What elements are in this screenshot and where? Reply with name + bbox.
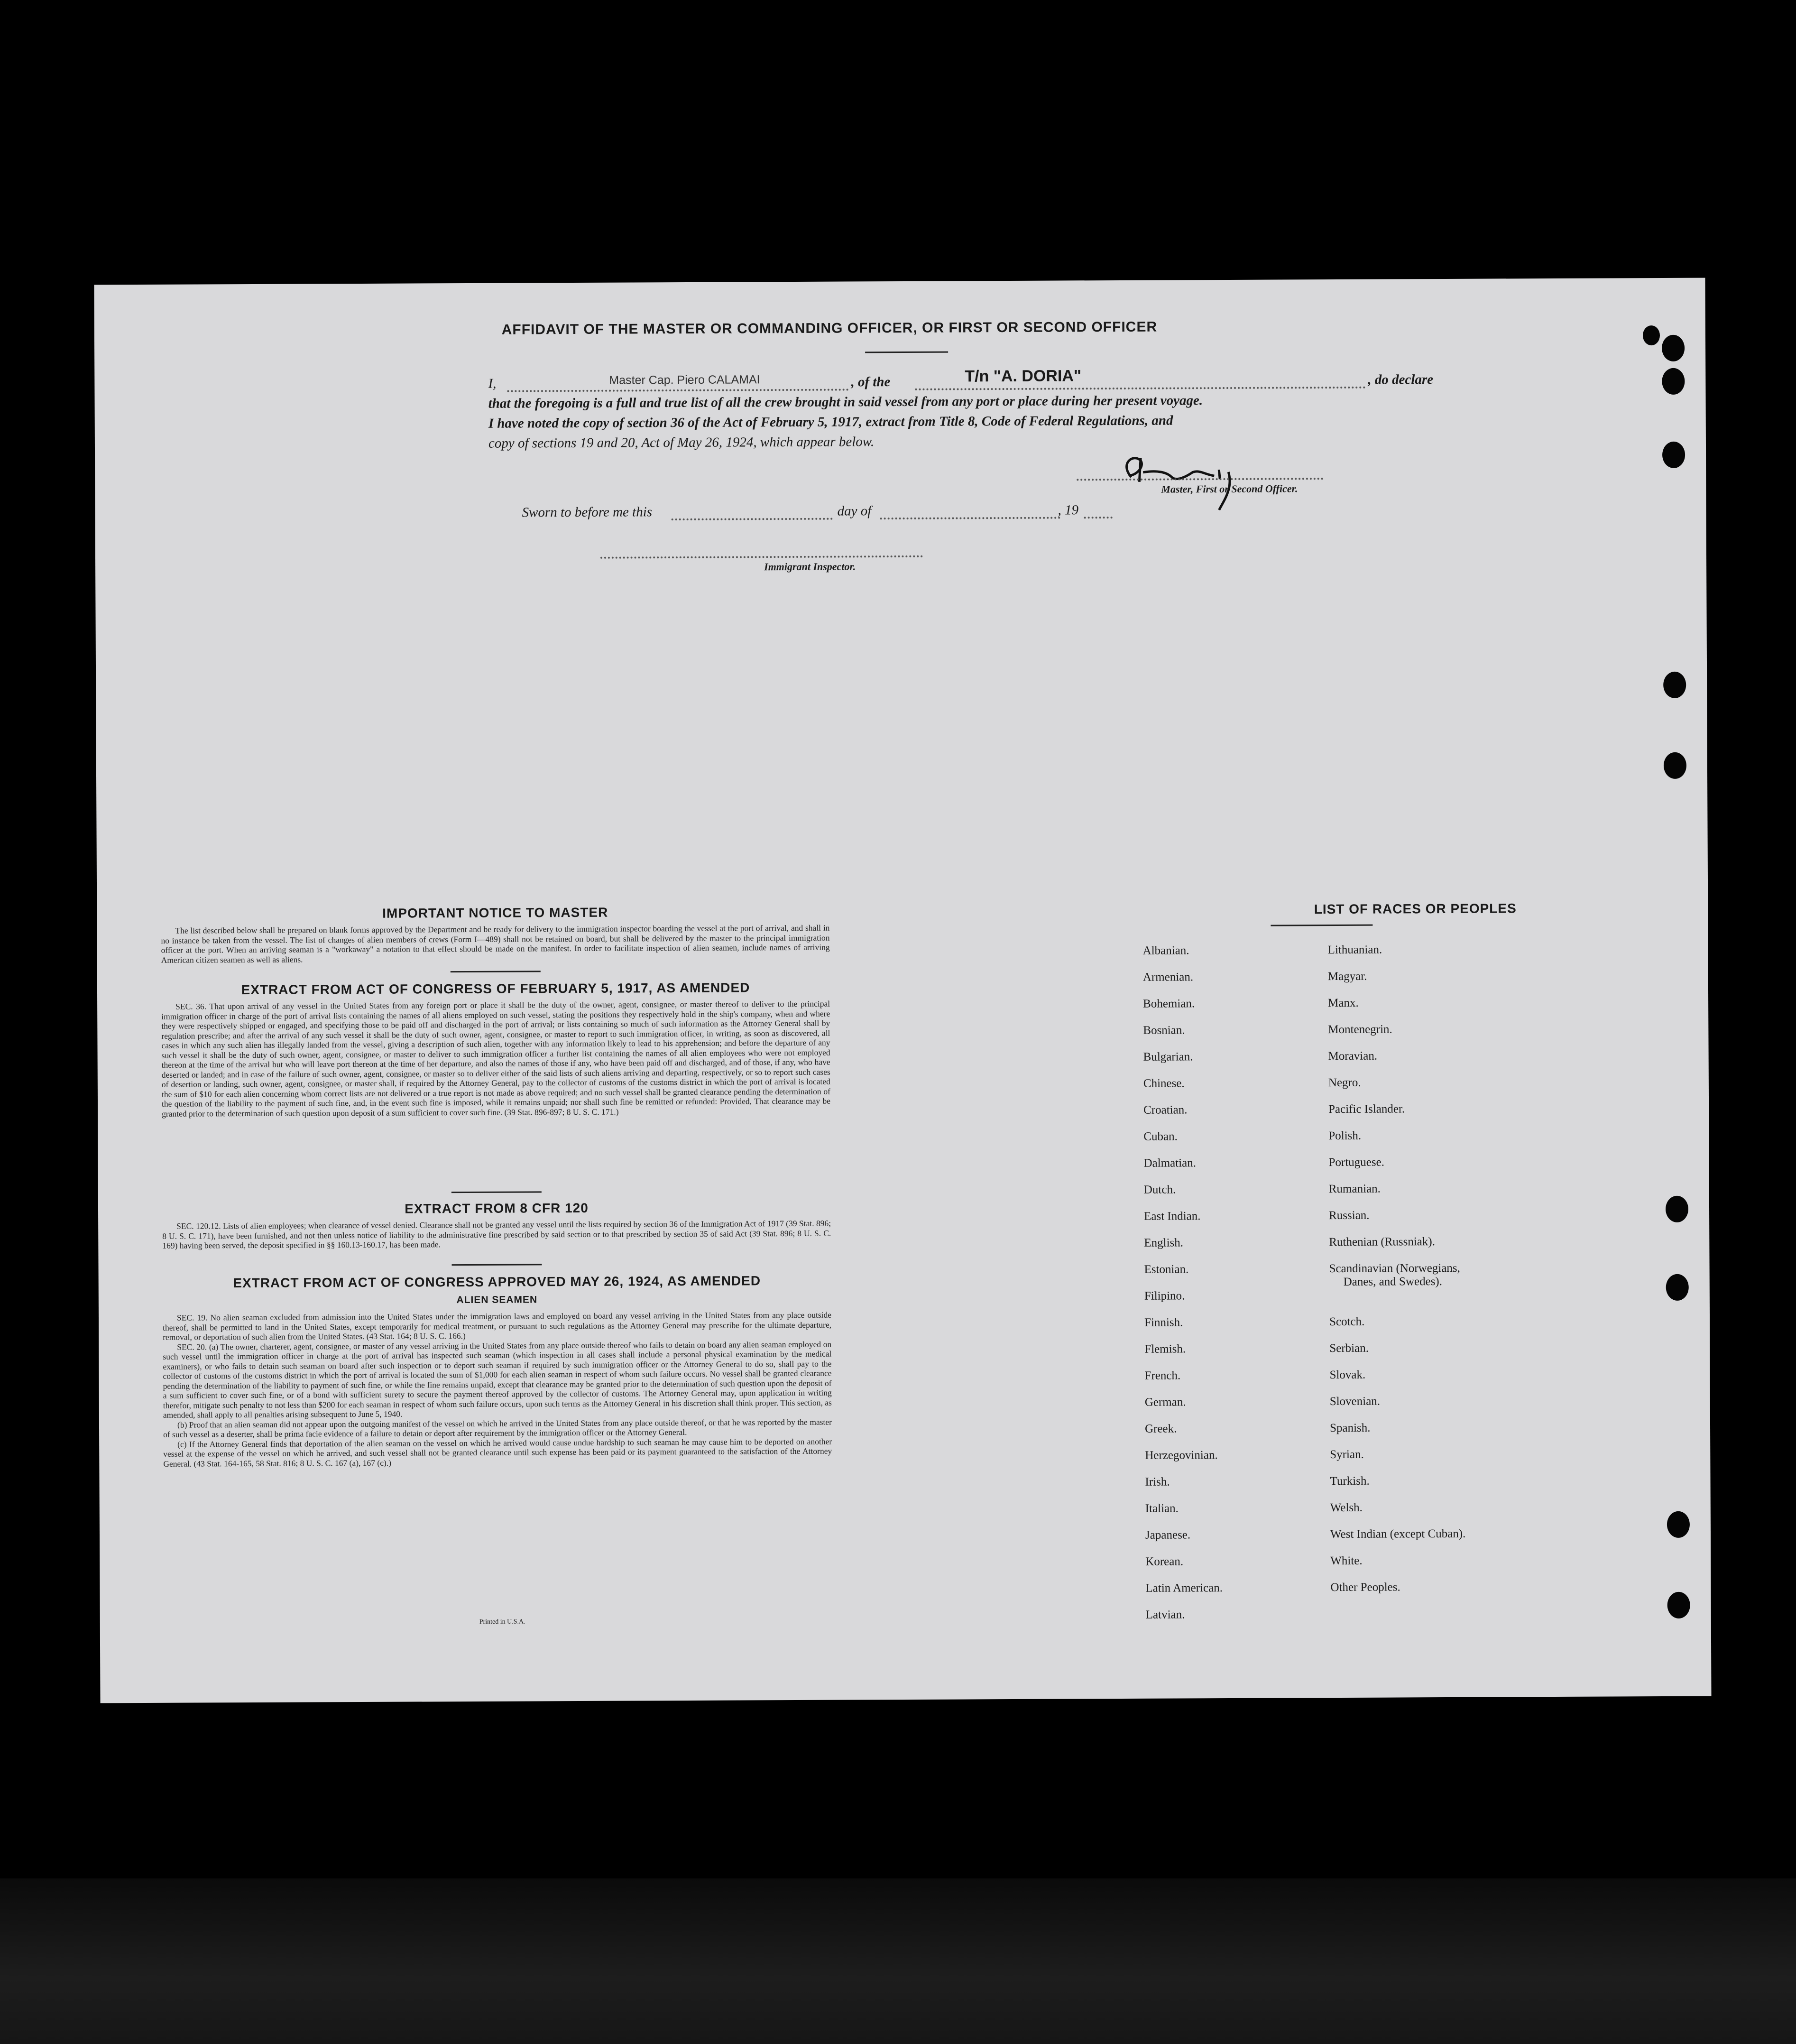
sec-20b-paragraph: (b) Proof that an alien seaman did not appear upon the outgoing manifest of the vessel on which he arrived in the United States from any place outside thereof, or that he was reported by the master of such vessel as a deserter, shall be prima facie evidence of a failure to detain or deport after requirement by the immigration officer or the Attorney General. xyxy=(163,1417,832,1439)
race-item: Armenian. xyxy=(1142,971,1194,984)
race-item: Italian. xyxy=(1145,1502,1179,1515)
race-item: Cuban. xyxy=(1143,1130,1178,1143)
year-prefix: , 19 xyxy=(1058,502,1079,518)
notice-paragraph: The list described below shall be prepared on blank forms approved by the Department and be ready for delivery to the immigration inspector boarding the vessel at the port of arrival, and shall in no instance be taken from the vessel. The list of changes of alien members of crews (Form I—489) shall not be retained on board, but shall be delivered by the master to the principal immigration officer at the port. When an arriving seaman is a "workaway" a notation to that effect should be made on the manifest. In order to facilitate inspection of alien seamen, include names of arriving American citizen seamen as well as aliens. xyxy=(161,923,830,965)
race-item: Scotch. xyxy=(1329,1315,1365,1329)
race-item: Negro. xyxy=(1328,1076,1361,1090)
race-item: Montenegrin. xyxy=(1328,1023,1392,1036)
race-item: Bohemian. xyxy=(1143,997,1195,1010)
section-rule xyxy=(451,971,541,972)
extract-1924-subtitle: ALIEN SEAMEN xyxy=(456,1294,538,1306)
binder-hole xyxy=(1662,368,1685,395)
race-item: Slovenian. xyxy=(1329,1395,1381,1408)
races-column-2 xyxy=(94,278,1705,285)
race-item: Herzegovinian. xyxy=(1145,1449,1218,1462)
extract-1924-text xyxy=(163,1310,832,1469)
race-item: Japanese. xyxy=(1145,1528,1191,1542)
races-title-rule xyxy=(1271,925,1372,926)
race-item: Danes, and Swedes). xyxy=(1343,1275,1443,1288)
race-item: Portuguese. xyxy=(1328,1156,1385,1169)
binder-hole xyxy=(1667,1592,1690,1619)
race-item: Korean. xyxy=(1145,1555,1184,1568)
of-the-label: , of the xyxy=(851,374,891,390)
day-of-label: day of xyxy=(837,503,872,519)
race-item: East Indian. xyxy=(1144,1210,1201,1223)
race-item: English. xyxy=(1144,1236,1184,1249)
races-title: LIST OF RACES OR PEOPLES xyxy=(1314,901,1517,917)
vessel-field[interactable] xyxy=(915,387,1365,390)
race-item: Chinese. xyxy=(1143,1077,1185,1090)
sworn-day-field[interactable] xyxy=(672,518,833,520)
race-item: Pacific Islander. xyxy=(1328,1102,1405,1116)
section-rule xyxy=(451,1191,542,1193)
i-label: I, xyxy=(488,376,497,391)
sworn-label: Sworn to before me this xyxy=(522,504,653,520)
printed-in-usa: Printed in U.S.A. xyxy=(479,1618,525,1626)
race-item: Turkish. xyxy=(1330,1474,1370,1488)
sworn-month-field[interactable] xyxy=(880,517,1060,520)
race-item: German. xyxy=(1144,1396,1186,1409)
race-item: Flemish. xyxy=(1144,1342,1186,1356)
affidavit-line-1 xyxy=(488,376,496,392)
race-item: Latin American. xyxy=(1145,1582,1223,1595)
extract-cfr-title: EXTRACT FROM 8 CFR 120 xyxy=(405,1200,589,1216)
do-declare-label: , do declare xyxy=(1368,372,1434,388)
race-item: Bulgarian. xyxy=(1143,1050,1193,1064)
title-rule xyxy=(865,351,948,353)
binder-hole xyxy=(1664,752,1686,779)
race-item: White. xyxy=(1330,1554,1363,1568)
sworn-year-field[interactable] xyxy=(1084,517,1113,518)
race-item: Irish. xyxy=(1145,1475,1170,1489)
binder-hole xyxy=(1662,442,1685,468)
extract-cfr-text xyxy=(162,1219,831,1251)
extract-1924-title: EXTRACT FROM ACT OF CONGRESS APPROVED MAY 26, 1924, AS AMENDED xyxy=(233,1273,761,1291)
master-name: Master Cap. Piero CALAMAI xyxy=(609,373,760,387)
race-item: Moravian. xyxy=(1328,1049,1378,1063)
race-item: Filipino. xyxy=(1144,1289,1185,1303)
race-item: Scandinavian (Norwegians, xyxy=(1329,1261,1460,1276)
extract-1917-text xyxy=(161,999,830,1119)
scanner-background xyxy=(0,1878,1796,2044)
binder-hole xyxy=(1663,672,1686,698)
race-item: Ruthenian (Russniak). xyxy=(1329,1235,1435,1249)
notice-title: IMPORTANT NOTICE TO MASTER xyxy=(382,905,608,921)
inspector-signature-field[interactable] xyxy=(600,555,923,559)
extract-1917-title: EXTRACT FROM ACT OF CONGRESS OF FEBRUARY 5, 1917, AS AMENDED xyxy=(241,980,750,998)
vessel-name: T/n "A. DORIA" xyxy=(965,367,1082,386)
binder-hole xyxy=(1666,1274,1689,1301)
signature-caption: Master, First or Second Officer. xyxy=(1161,482,1298,495)
notice-text xyxy=(161,923,829,965)
race-item: Manx. xyxy=(1328,996,1359,1010)
race-item: Lithuanian. xyxy=(1327,943,1382,957)
sec-20c-paragraph: (c) If the Attorney General finds that deportation of the alien seaman on the vessel on which he arrived would cause undue hardship to such seaman he may cause him to be deported on another vessel at the expense of the vessel on which he arrived, and such vessel shall not be granted clearance until such expense has been paid or its payment guaranteed to the satisfaction of the Attorney General. (43 Stat. 164-165, 58 Stat. 816; 8 U. S. C. 167 (a), 167 (c).) xyxy=(163,1436,832,1469)
race-item: West Indian (except Cuban). xyxy=(1330,1527,1466,1541)
race-item: Magyar. xyxy=(1327,970,1367,983)
affidavit-line-2: that the foregoing is a full and true list of all the crew brought in said vessel from any port or place during her present voyage. xyxy=(488,393,1203,411)
sec-20a-paragraph: SEC. 20. (a) The owner, charterer, agent, consignee, or master of any vessel arriving in the United States from any place outside thereof who fails to detain on board any alien seaman employed on such vessel until the immigration officer in charge at the port of arrival has inspected such seaman (which inspection in all cases shall include a personal physical examination by the medical examiners), or who fails to detain such seaman on board after such inspection or to deport such seaman if required by such immigration officer or the Attorney General to do so, shall pay to the collector of customs of the customs district in which the port of arrival is located the sum of $1,000 for each alien seaman in respect of whom such failure occurs. No vessel shall be granted clearance pending the determination of the liability to payment of such fine, or while the fine remains unpaid, except that clearance may be granted prior to the determination of such question upon the deposit of a sum sufficient to cover such fine, or of a bond with sufficient surety to secure the payment thereof approved by the collector of customs. The Attorney General may, upon application in writing therefor, mitigate such penalty to not less than $200 for each seaman in respect of whom such failure occurs, upon such terms as the Attorney General in his discretion shall think proper. This section, as amended, shall apply to all penalties arising subsequent to June 5, 1940. xyxy=(163,1339,832,1420)
race-item: Russian. xyxy=(1329,1209,1370,1222)
binder-hole xyxy=(1643,325,1660,345)
master-name-field[interactable] xyxy=(507,388,848,392)
race-item: Spanish. xyxy=(1329,1421,1371,1435)
race-item: Syrian. xyxy=(1330,1448,1364,1461)
section-rule xyxy=(452,1264,542,1266)
race-item: Bosnian. xyxy=(1143,1024,1185,1037)
race-item: Slovak. xyxy=(1329,1368,1366,1382)
binder-hole xyxy=(1667,1511,1690,1538)
races-column-1 xyxy=(94,278,1705,285)
race-item: Serbian. xyxy=(1329,1341,1369,1355)
race-item: Estonian. xyxy=(1144,1263,1189,1276)
inspector-caption: Immigrant Inspector. xyxy=(764,560,856,573)
affidavit-line-3: I have noted the copy of section 36 of the Act of February 5, 1917, extract from Title 8, Code of Federal Regulations, and xyxy=(488,413,1173,431)
race-item: Polish. xyxy=(1328,1129,1362,1143)
race-item: Latvian. xyxy=(1145,1608,1185,1621)
race-item: Rumanian. xyxy=(1328,1182,1381,1196)
race-item: Greek. xyxy=(1144,1422,1177,1435)
race-item: Croatian. xyxy=(1143,1103,1188,1117)
affidavit-title: AFFIDAVIT OF THE MASTER OR COMMANDING OFFICER, OR FIRST OR SECOND OFFICER xyxy=(501,319,1158,338)
extract-1917-paragraph: SEC. 36. That upon arrival of any vessel in the United States from any foreign port or place it shall be the duty of the owner, agent, consignee, or master thereof to deliver to the principal immigration officer in charge of the port of arrival lists containing the names of all aliens employed on such vessel, stating the positions they respectively hold in the ship's company, when and where they were respectively shipped or engaged, and specifying those to be paid off and discharged in the port of arrival; or lists containing so much of such information as the Attorney General shall by regulation prescribe; and after the arrival of any such vessel it shall be the duty of such owner, agent, consignee, or master to report to such immigration officer, in writing, as soon as discovered, all cases in which any such alien has illegally landed from the vessel, giving a description of such alien, together with any information likely to lead to his apprehension; and before the departure of any such vessel it shall be the duty of such owner, agent, consignee, or master to deliver to such immigration officer a further list containing the names of all alien employees who were not employed thereon at the time of the arrival but who will leave port thereon at the time of her departure, and also the names of those if any, who have been paid off and discharged, and of those, if any, who have deserted or landed; and in case of the failure of such owner, agent, consignee, or master so to deliver either of the said lists of such aliens arriving and departing, respectively, or so to report such cases of desertion or landing, such owner, agent, consignee, or master shall, if required by the Attorney General, pay to the collector of customs of the customs district in which the port of arrival is located the sum of $10 for each alien concerning whom correct lists are not delivered or a true report is not made as above required; and no such vessel shall be granted clearance pending the determination of the question of the liability to the payment of such fine, and, in the event such fine is imposed, while it remains unpaid; nor shall such fine be remitted or refunded: Provided, That clearance may be granted prior to the determination of such question upon deposit of a sum sufficient to cover such fine. (39 Stat. 896-897; 8 U. S. C. 171.) xyxy=(161,999,831,1119)
affidavit-line-4: copy of sections 19 and 20, Act of May 26, 1924, which appear below. xyxy=(488,434,875,451)
extract-cfr-paragraph: SEC. 120.12. Lists of alien employees; when clearance of vessel denied. Clearance shall not be granted any vessel until the lists required by section 36 of the Immigration Act of 1917 (39 Stat. 896; 8 U. S. C. 171), have been furnished, and not then unless notice of liability to the administrative fine prescribed by said section or to that prescribed by section 35 of said Act (39 Stat. 896; 8 U. S. C. 169) having been served, the deposit specified in §§ 160.13-160.17, has been made. xyxy=(162,1218,831,1250)
binder-hole xyxy=(1662,335,1685,361)
race-item: Other Peoples. xyxy=(1330,1581,1400,1594)
binder-hole xyxy=(1666,1196,1688,1222)
race-item: French. xyxy=(1144,1369,1181,1382)
sec-19-paragraph: SEC. 19. No alien seaman excluded from admission into the United States under the immigration laws and employed on board any vessel arriving in the United States from any place outside thereof, shall be permitted to land in the United States, except temporarily for medical treatment, or pursuant to such regulations as the Attorney General may prescribe for the ultimate departure, removal, or deportation of such alien from the United States. (43 Stat. 164; 8 U. S. C. 166.) xyxy=(163,1310,832,1342)
race-item: Albanian. xyxy=(1142,944,1189,957)
race-item: Dutch. xyxy=(1143,1183,1176,1196)
race-item: Welsh. xyxy=(1330,1501,1363,1515)
race-item: Dalmatian. xyxy=(1143,1156,1197,1170)
race-item: Finnish. xyxy=(1144,1316,1183,1329)
form-sheet xyxy=(94,278,1711,1703)
